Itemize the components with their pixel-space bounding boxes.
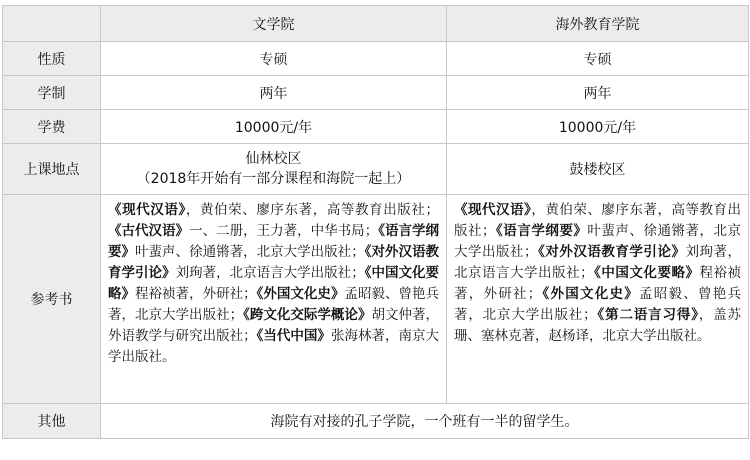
book-detail: 孟昭毅、曾艳兵著，北京大学出版社； xyxy=(108,286,440,323)
book-title: 《对外汉语教育学引论》 xyxy=(108,244,440,281)
book-detail: 孟昭毅、曾艳兵著，北京大学出版社； xyxy=(454,286,741,323)
book-title: 《第二语言习得》 xyxy=(596,307,699,323)
row-nature xyxy=(3,42,749,76)
row-label: 参考书 xyxy=(3,195,101,404)
book-detail: 刘珣著，北京语言大学出版社； xyxy=(454,244,742,281)
row-label: 性质 xyxy=(3,42,101,76)
book-detail: 叶蜚声、徐通锵著，北京大学出版社； xyxy=(454,223,742,260)
book-detail: ，黄伯荣、廖序东著，高等教育出版社； xyxy=(454,202,742,239)
header-haiwai: 海外教育学院 xyxy=(447,6,749,42)
book-detail: 程裕祯著，外研社； xyxy=(454,265,742,302)
row-label: 学制 xyxy=(3,76,101,110)
book-title: 《当代中国》 xyxy=(256,328,331,344)
book-title: 《语言学纲要》 xyxy=(495,223,588,239)
location-note: （2018年开始有一部分课程和海院一起上） xyxy=(136,171,411,187)
cell-value: 两年 xyxy=(101,76,447,110)
row-location xyxy=(3,144,749,195)
book-title: 《跨文化交际学概论》 xyxy=(243,307,372,323)
book-title: 《现代汉语》 xyxy=(108,202,186,218)
book-title: 《外国文化史》 xyxy=(541,286,639,302)
book-title: 《对外汉语教育学引论》 xyxy=(537,244,686,260)
row-label: 上课地点 xyxy=(3,144,101,195)
row-books xyxy=(3,195,749,404)
books-cell-wenxueyuan xyxy=(101,195,447,404)
book-detail: ，黄伯荣、廖序东著，高等教育出版社； xyxy=(185,202,440,218)
book-title: 《古代汉语》 xyxy=(108,223,190,239)
row-other xyxy=(3,404,749,439)
location-campus: 仙林校区 xyxy=(245,151,302,167)
cell-value: 鼓楼校区 xyxy=(447,144,749,195)
book-title: 《现代汉语》 xyxy=(454,202,532,218)
header-corner xyxy=(3,6,101,42)
cell-value: 专硕 xyxy=(101,42,447,76)
book-detail: 胡文仲著，外语教学与研究出版社； xyxy=(108,307,440,344)
book-detail: 叶蜚声、徐通锵著，北京大学出版社； xyxy=(135,244,365,260)
comparison-table xyxy=(2,5,749,439)
book-detail: 张海林著，南京大学出版社。 xyxy=(108,328,440,365)
other-text: 海院有对接的孔子学院，一个班有一半的留学生。 xyxy=(101,404,749,439)
cell-value: 两年 xyxy=(447,76,749,110)
book-title: 《中国文化要略》 xyxy=(593,265,700,281)
row-label: 其他 xyxy=(3,404,101,439)
header-row xyxy=(3,6,749,42)
row-label: 学费 xyxy=(3,110,101,144)
book-title: 《语言学纲要》 xyxy=(108,223,440,260)
row-tuition xyxy=(3,110,749,144)
book-detail: ，盖苏珊、塞林克著，赵杨译，北京大学出版社。 xyxy=(454,307,742,344)
row-duration xyxy=(3,76,749,110)
book-detail: 刘珣著，北京语言大学出版社； xyxy=(175,265,365,281)
header-wenxueyuan: 文学院 xyxy=(101,6,447,42)
book-detail: 程裕祯著，外研社； xyxy=(135,286,257,302)
cell-value: 专硕 xyxy=(447,42,749,76)
books-cell-haiwai xyxy=(447,195,749,404)
book-title: 《中国文化要略》 xyxy=(108,265,440,302)
cell-value xyxy=(101,144,447,195)
book-detail: 一、二册，王力著，中华书局； xyxy=(189,223,379,239)
cell-value: 10000元/年 xyxy=(447,110,749,144)
book-title: 《外国文化史》 xyxy=(256,286,345,302)
cell-value: 10000元/年 xyxy=(101,110,447,144)
